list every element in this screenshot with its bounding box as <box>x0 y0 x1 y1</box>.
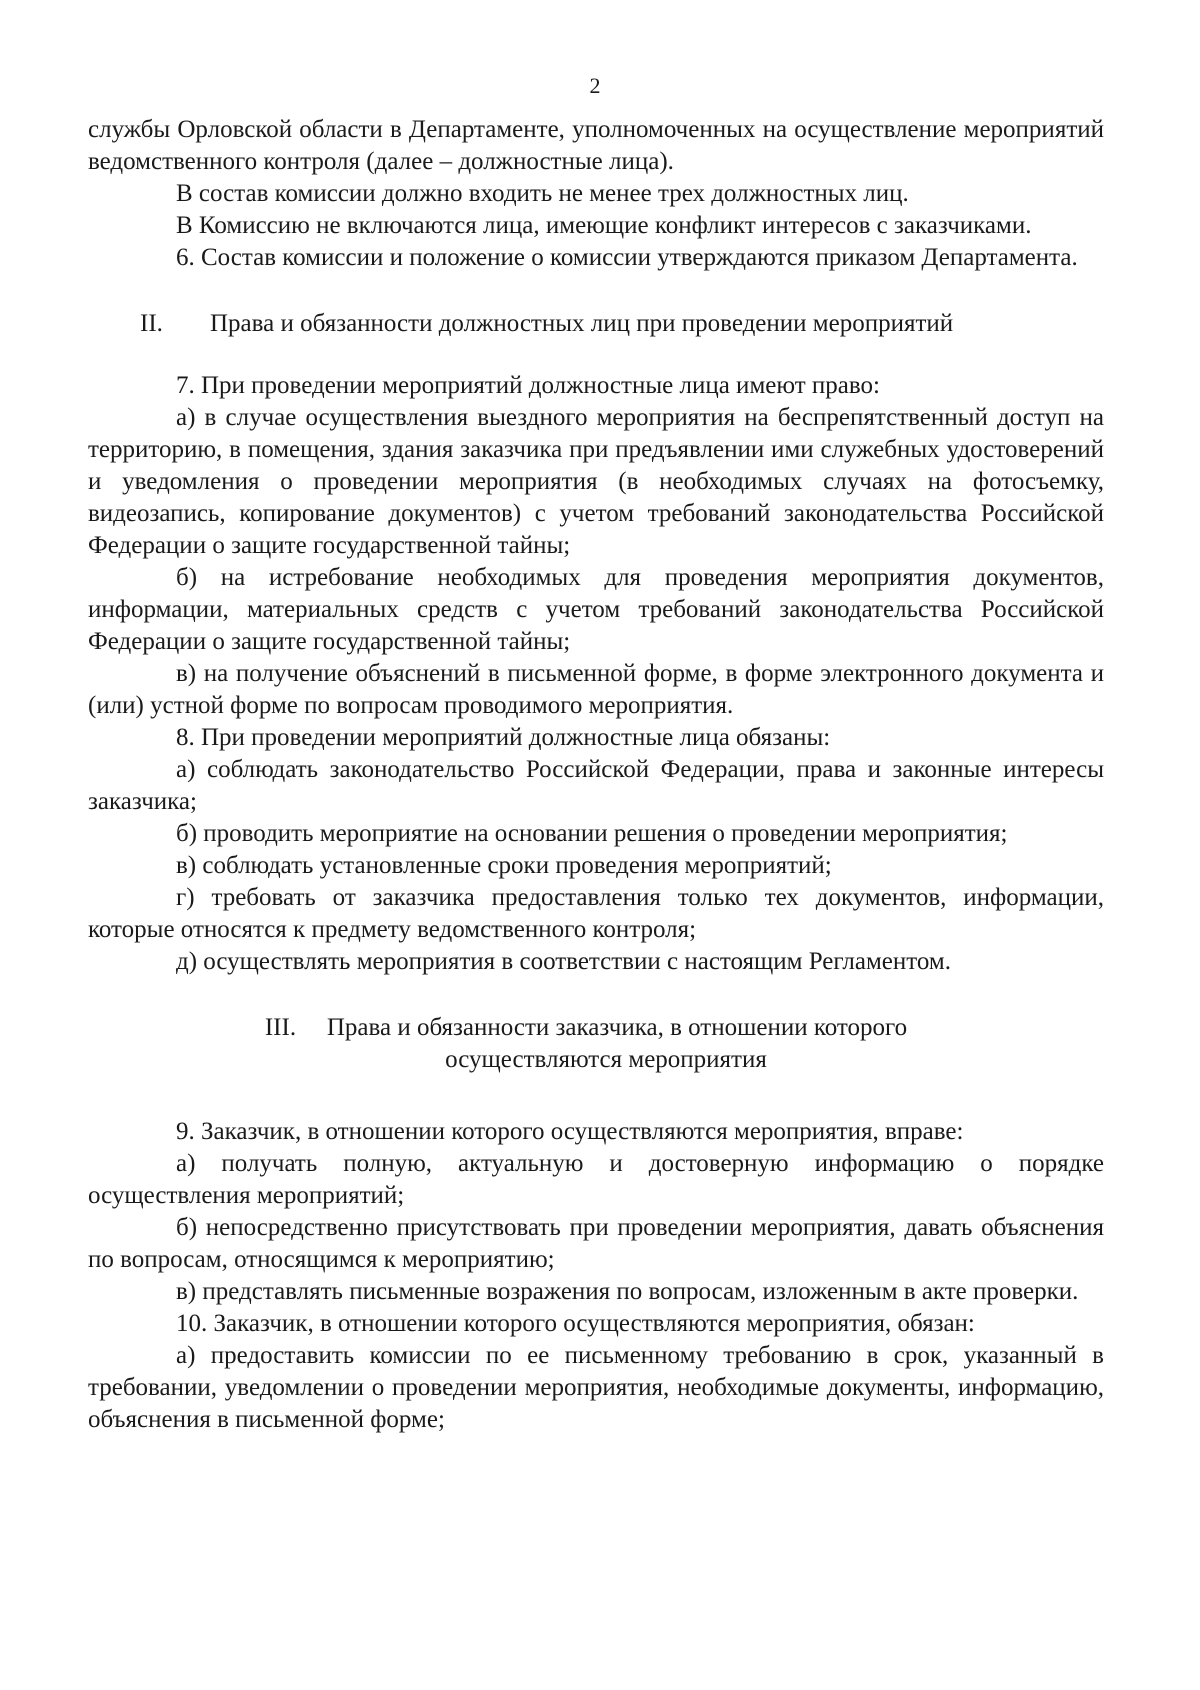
page-number: 2 <box>589 73 601 98</box>
paragraph: 10. Заказчик, в отношении которого осуществляются мероприятия, обязан: <box>176 1310 975 1337</box>
paragraph: В состав комиссии должно входить не менее трех должностных лиц. <box>176 180 909 207</box>
document-body <box>88 114 1104 1436</box>
list-item: б) на истребование необходимых для проведения мероприятия документов, информации, материальных средств с учетом требований законодательства Российской Федерации о защите государственной тайны; <box>88 564 1104 655</box>
list-item: в) на получение объяснений в письменной форме, в форме электронного документа и (или) устной форме по вопросам проводимого мероприятия. <box>88 660 1104 719</box>
list-item: а) получать полную, актуальную и достоверную информацию о порядке осуществления мероприятий; <box>88 1150 1104 1209</box>
paragraph: службы Орловской области в Департаменте, уполномоченных на осуществление мероприятий ведомственного контроля (далее – должностные лица). <box>88 116 1104 175</box>
section-title: Права и обязанности должностных лиц при проведении мероприятий <box>210 310 954 337</box>
list-item: б) непосредственно присутствовать при проведении мероприятия, давать объяснения по вопросам, относящимся к мероприятию; <box>88 1214 1104 1273</box>
section-number: II. <box>140 310 163 337</box>
list-item: в) представлять письменные возражения по вопросам, изложенным в акте проверки. <box>176 1278 1079 1305</box>
list-item: а) предоставить комиссии по ее письменному требованию в срок, указанный в требовании, уведомлении о проведении мероприятия, необходимые документы, информацию, объяснения в письменной форме; <box>88 1342 1104 1433</box>
section-title-line-2: осуществляются мероприятия <box>445 1046 767 1073</box>
list-item: а) соблюдать законодательство Российской Федерации, права и законные интересы заказчика; <box>88 756 1104 815</box>
section-number: III. <box>264 1014 297 1041</box>
paragraph: 6. Состав комиссии и положение о комиссии утверждаются приказом Департамента. <box>176 244 1078 271</box>
paragraph: 7. При проведении мероприятий должностные лица имеют право: <box>176 372 880 399</box>
list-item: в) соблюдать установленные сроки проведения мероприятий; <box>176 852 832 879</box>
list-item: б) проводить мероприятие на основании решения о проведении мероприятия; <box>176 820 1008 847</box>
section-title-line-1: Права и обязанности заказчика, в отношении которого <box>326 1014 908 1041</box>
list-item: г) требовать от заказчика предоставления только тех документов, информации, которые относятся к предмету ведомственного контроля; <box>88 884 1104 943</box>
list-item: а) в случае осуществления выездного мероприятия на беспрепятственный доступ на территорию, в помещения, здания заказчика при предъявлении ими служебных удостоверений и уведомления о проведении мероприятия (в необходимых случаях на фотосъемку, видеозапись, копирование документов) с учетом требований законодательства Российской Федерации о защите государственной тайны; <box>88 404 1104 559</box>
paragraph: В Комиссию не включаются лица, имеющие конфликт интересов с заказчиками. <box>176 212 1032 239</box>
section-2-heading <box>88 308 1104 340</box>
list-item: д) осуществлять мероприятия в соответствии с настоящим Регламентом. <box>176 948 951 975</box>
paragraph: 9. Заказчик, в отношении которого осуществляются мероприятия, вправе: <box>176 1118 964 1145</box>
section-3-heading <box>88 1012 1104 1076</box>
paragraph: 8. При проведении мероприятий должностные лица обязаны: <box>176 724 831 751</box>
